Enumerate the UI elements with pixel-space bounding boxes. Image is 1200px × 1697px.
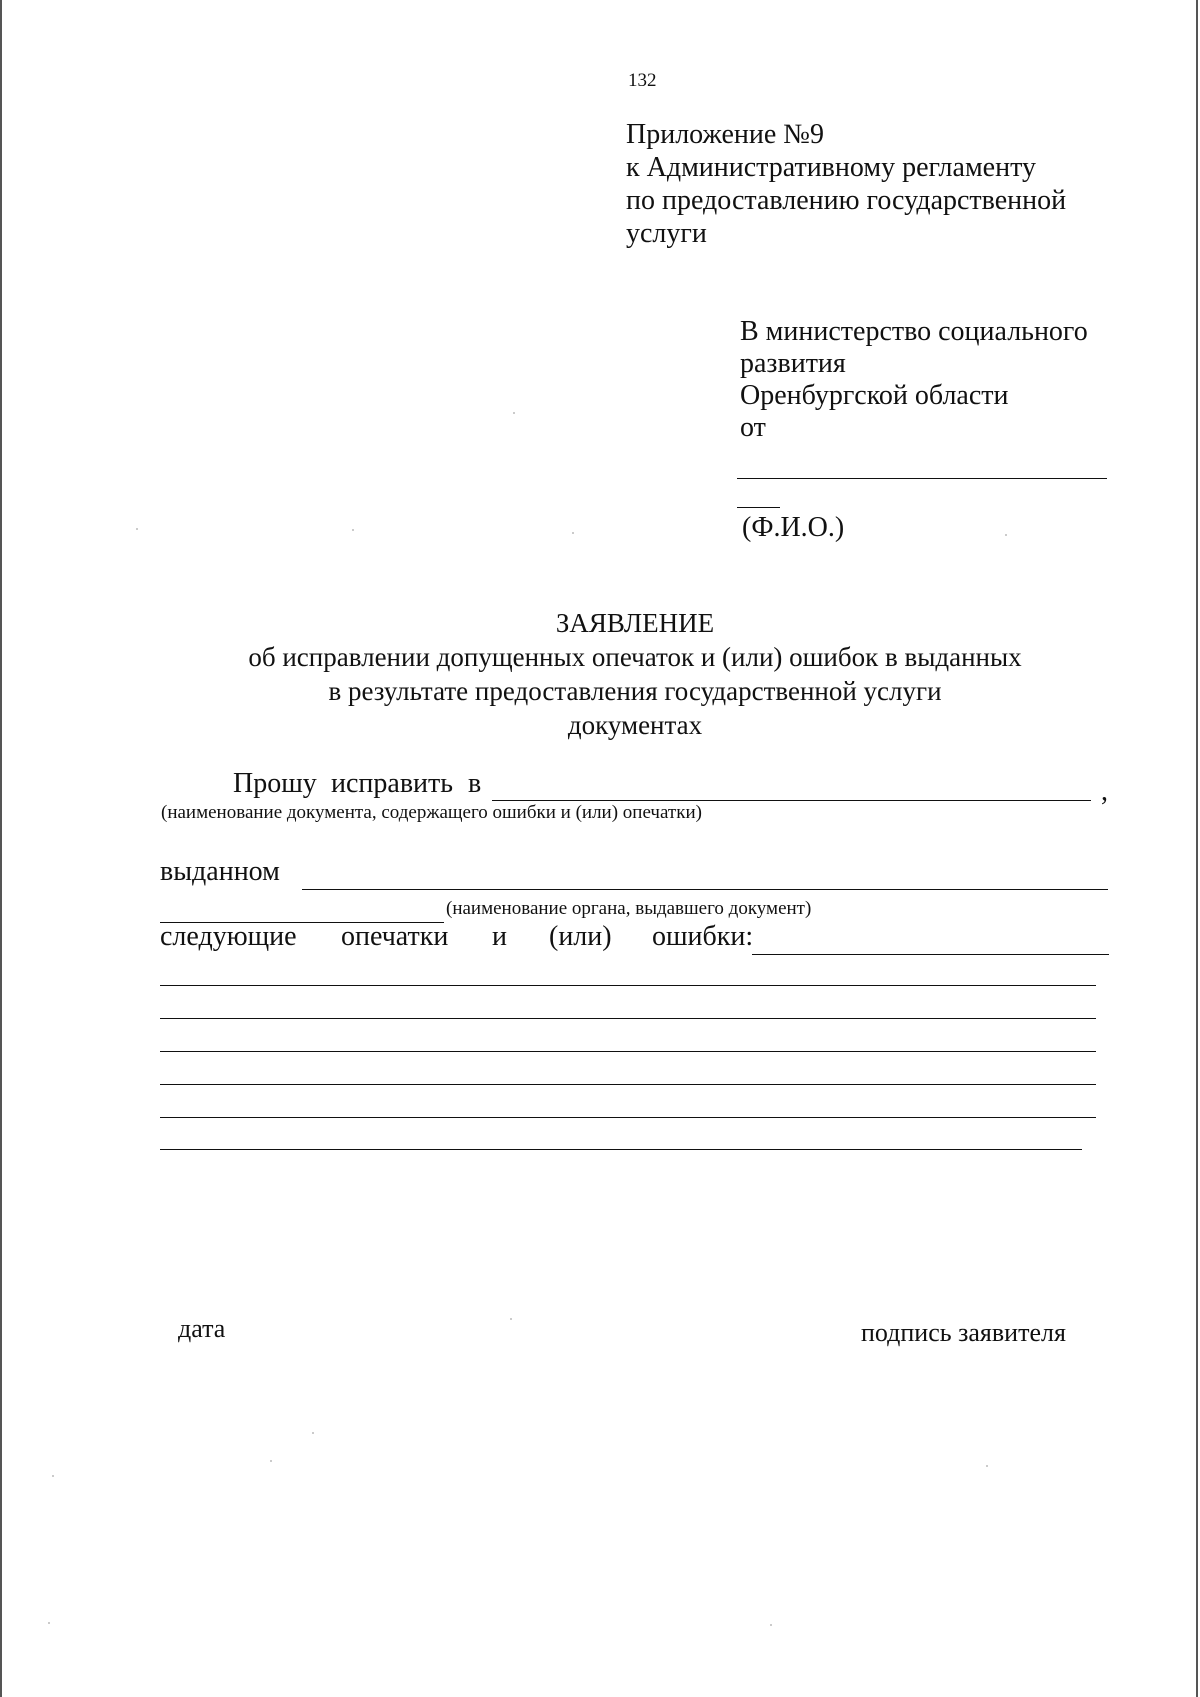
request-word: исправить [331, 768, 454, 799]
page-number: 132 [628, 70, 657, 91]
document-name-caption: (наименование документа, содержащего ошибки и (или) опечатки) [161, 802, 702, 823]
scan-speck [270, 1460, 272, 1462]
request-word: Прошу [233, 768, 317, 799]
applicant-name-line [737, 478, 1107, 479]
errors-inline-line [752, 954, 1109, 955]
appendix-reference [626, 118, 1066, 250]
appendix-line: Приложение №9 [626, 119, 824, 150]
scan-speck [1005, 534, 1007, 536]
scan-edge-left [0, 0, 2, 1697]
errors-word: (или) [549, 921, 612, 952]
fio-caption: (Ф.И.О.) [742, 512, 845, 543]
scan-speck [986, 1465, 988, 1467]
scan-speck [513, 412, 515, 414]
addressee-line: от [740, 412, 766, 443]
date-label: дата [178, 1314, 226, 1343]
appendix-line: к Административному регламенту [626, 152, 1036, 183]
appendix-line: по предоставлению государственной [626, 185, 1067, 216]
addressee-line: Оренбургской области [740, 380, 1009, 411]
scan-edge-right [1196, 0, 1198, 1697]
statement-subtitle-line: документах [567, 710, 703, 740]
issued-by-line [302, 889, 1108, 890]
blank-writing-line [160, 985, 1096, 986]
request-comma: , [1101, 776, 1108, 807]
statement-subtitle-line: в результате предоставления государственной услуги [328, 676, 942, 706]
scan-speck [510, 1318, 512, 1320]
appendix-line: услуги [626, 218, 707, 249]
addressee-line: развития [740, 348, 846, 379]
blank-writing-line [160, 1117, 1096, 1118]
statement-heading: ЗАЯВЛЕНИЕ [555, 608, 715, 638]
scan-speck [136, 528, 138, 530]
signature-label: подпись заявителя [861, 1318, 1066, 1347]
scan-speck [312, 1432, 314, 1434]
errors-word: следующие [160, 921, 297, 952]
scan-speck [352, 529, 354, 531]
addressee-block [740, 316, 1088, 444]
statement-subtitle-line: об исправлении допущенных опечаток и (или) ошибок в выданных [248, 642, 1022, 672]
addressee-line: В министерство социального [740, 316, 1088, 347]
blank-writing-line [160, 1018, 1096, 1019]
errors-word: опечатки [341, 921, 449, 952]
statement-title [200, 606, 1070, 742]
blank-writing-line [160, 1051, 1096, 1052]
blank-writing-line [160, 1084, 1096, 1085]
document-name-line [492, 800, 1091, 801]
issued-label: выданном [160, 856, 280, 887]
errors-word: ошибки: [652, 921, 754, 952]
errors-word: и [492, 921, 507, 952]
scan-speck [48, 1622, 50, 1624]
authority-caption: (наименование органа, выдавшего документ) [446, 898, 812, 919]
scan-speck [572, 532, 574, 534]
scan-speck [52, 1475, 54, 1477]
request-word: в [468, 768, 482, 799]
blank-writing-line [160, 1149, 1082, 1150]
applicant-name-line-short [737, 507, 780, 508]
scan-speck [770, 1624, 772, 1626]
